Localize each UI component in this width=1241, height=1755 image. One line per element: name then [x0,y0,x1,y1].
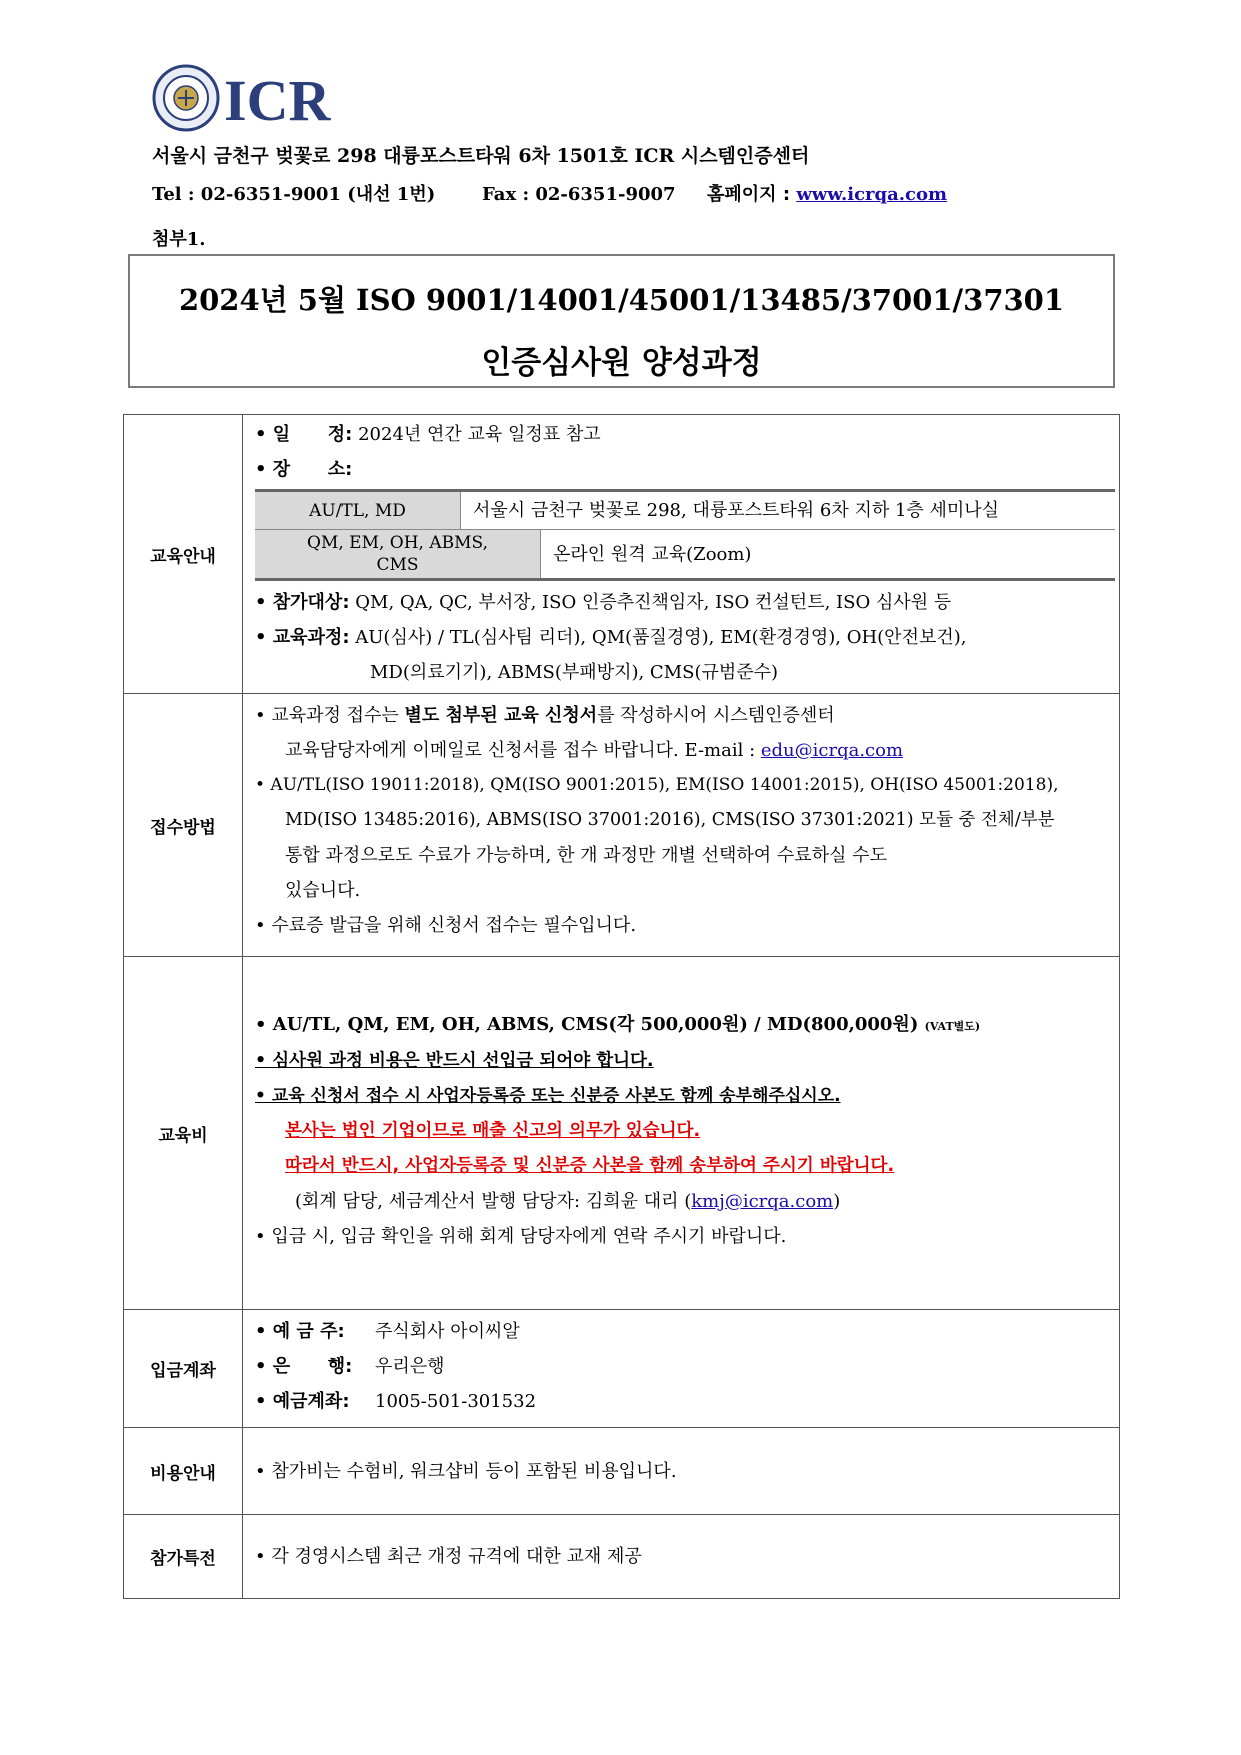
apply-text: • AU/TL(ISO 19011:2018), QM(ISO 9001:2015), EM(ISO 14001:2015), OH(ISO 45001:2018), [255,775,1059,795]
course-label: • 교육과정: [255,627,350,648]
place-row [255,529,1115,578]
tel: Tel : 02-6351-9001 (내선 1번) [152,184,436,205]
benefit-text: • 각 경영시스템 최근 개정 규격에 대한 교재 제공 [255,1546,642,1567]
place-location: 온라인 원격 교육(Zoom) [553,543,752,565]
place-course: AU/TL, MD [255,492,461,529]
label-fee: 교육비 [124,957,243,1309]
cost-content [243,1428,1119,1514]
fee-prepay: • 심사원 과정 비용은 반드시 선입금 되어야 합니다. [255,1051,654,1071]
place-location: 서울시 금천구 벚꽃로 298, 대륭포스트타워 6차 지하 1층 세미나실 [473,500,1000,521]
fax: Fax : 02-6351-9007 [482,184,676,205]
company-address: 서울시 금천구 벚꽃로 298 대륭포스트타워 6차 1501호 ICR 시스템인증센터 [152,145,810,167]
apply-content [243,694,1119,956]
course-info-table [123,414,1120,1599]
icr-logo [152,62,357,134]
place-course: QM, EM, OH, ABMS, CMS [255,530,541,578]
accounting-email-link[interactable]: kmj@icrqa.com [691,1191,834,1212]
label-account: 입금계좌 [124,1310,243,1427]
place-row [255,492,1115,529]
homepage-link[interactable]: www.icrqa.com [796,184,948,205]
row-edu-info [124,415,1119,693]
row-benefit [124,1514,1119,1598]
icr-emblem-icon [152,62,357,134]
holder-value: 주식회사 아이씨알 [375,1321,520,1342]
course-value-cont: MD(의료기기), ABMS(부패방지), CMS(규범준수) [370,662,779,683]
course-value: AU(심사) / TL(심사팀 리더), QM(품질경영), EM(환경경영), OH(안전보건), [355,627,967,648]
benefit-content [243,1515,1119,1598]
fee-content [243,957,1119,1309]
account-label: • 예금계좌: [255,1391,350,1412]
target-value: QM, QA, QC, 부서장, ISO 인증추진책임자, ISO 컨설턴트, ISO 심사원 등 [355,592,952,613]
target-label: • 참가대상: [255,592,350,613]
title-box [128,254,1115,388]
page-subtitle: 인증심사원 양성과정 [481,345,762,381]
fee-price: • AU/TL, QM, EM, OH, ABMS, CMS(각 500,000원) / MD(800,000원) [255,1014,919,1035]
row-apply [124,693,1119,956]
edu-info-content [243,415,1127,693]
apply-text: 교육담당자에게 이메일로 신청서를 접수 바랍니다. E-mail : [285,740,761,761]
label-cost: 비용안내 [124,1428,243,1514]
schedule-label: • 일 정: [255,424,353,445]
place-label: • 장 소: [255,459,353,480]
place-table [255,489,1115,581]
page-title: 2024년 5월 ISO 9001/14001/45001/13485/37001/37301 [178,283,1065,317]
fee-contact: (회계 담당, 세금계산서 발행 담당자: 김희윤 대리 ( [295,1191,692,1212]
fee-send-id: • 교육 신청서 접수 시 사업자등록증 또는 신분증 사본도 함께 송부해주십시오. [255,1086,841,1106]
label-benefit: 참가특전 [124,1515,243,1598]
edu-email-link[interactable]: edu@icrqa.com [760,740,904,761]
attachment-label: 첨부1. [152,229,206,250]
fee-contact: ) [833,1191,841,1212]
fee-vat: (VAT별도) [924,1020,981,1033]
schedule-value: 2024년 연간 교육 일정표 참고 [358,424,601,445]
apply-text: 통합 과정으로도 수료가 가능하며, 한 개 과정만 개별 선택하여 수료하실 수도 [285,845,887,866]
account-content [243,1310,1119,1427]
logo-text: ICR [224,68,331,133]
contact-line [152,180,947,206]
apply-text: • 교육과정 접수는 [255,705,405,726]
apply-text: • 수료증 발급을 위해 신청서 접수는 필수입니다. [255,915,637,936]
label-edu-info: 교육안내 [124,415,243,693]
apply-text: 있습니다. [285,880,361,901]
row-account [124,1309,1119,1427]
apply-form-emphasis: 별도 첨부된 교육 신청서 [404,705,598,726]
label-apply: 접수방법 [124,694,243,956]
cost-text: • 참가비는 수험비, 워크샵비 등이 포함된 비용입니다. [255,1460,677,1482]
account-number: 1005-501-301532 [375,1391,537,1412]
apply-text: MD(ISO 13485:2016), ABMS(ISO 37001:2016), CMS(ISO 37301:2021) 모듈 중 전체/부분 [285,810,1055,830]
fee-red-notice-2: 따라서 반드시, 사업자등록증 및 신분증 사본을 함께 송부하여 주시기 바랍니다. [285,1156,895,1176]
row-fee [124,956,1119,1309]
bank-value: 우리은행 [375,1356,445,1377]
holder-label: • 예 금 주: [255,1321,345,1342]
apply-text: 를 작성하시어 시스템인증센터 [597,705,835,726]
fee-deposit-note: • 입금 시, 입금 확인을 위해 회계 담당자에게 연락 주시기 바랍니다. [255,1226,787,1247]
bank-label: • 은 행: [255,1356,353,1377]
row-cost [124,1427,1119,1514]
homepage-label: 홈페이지 : [707,184,791,205]
fee-red-notice-1: 본사는 법인 기업이므로 매출 신고의 의무가 있습니다. [285,1121,701,1141]
